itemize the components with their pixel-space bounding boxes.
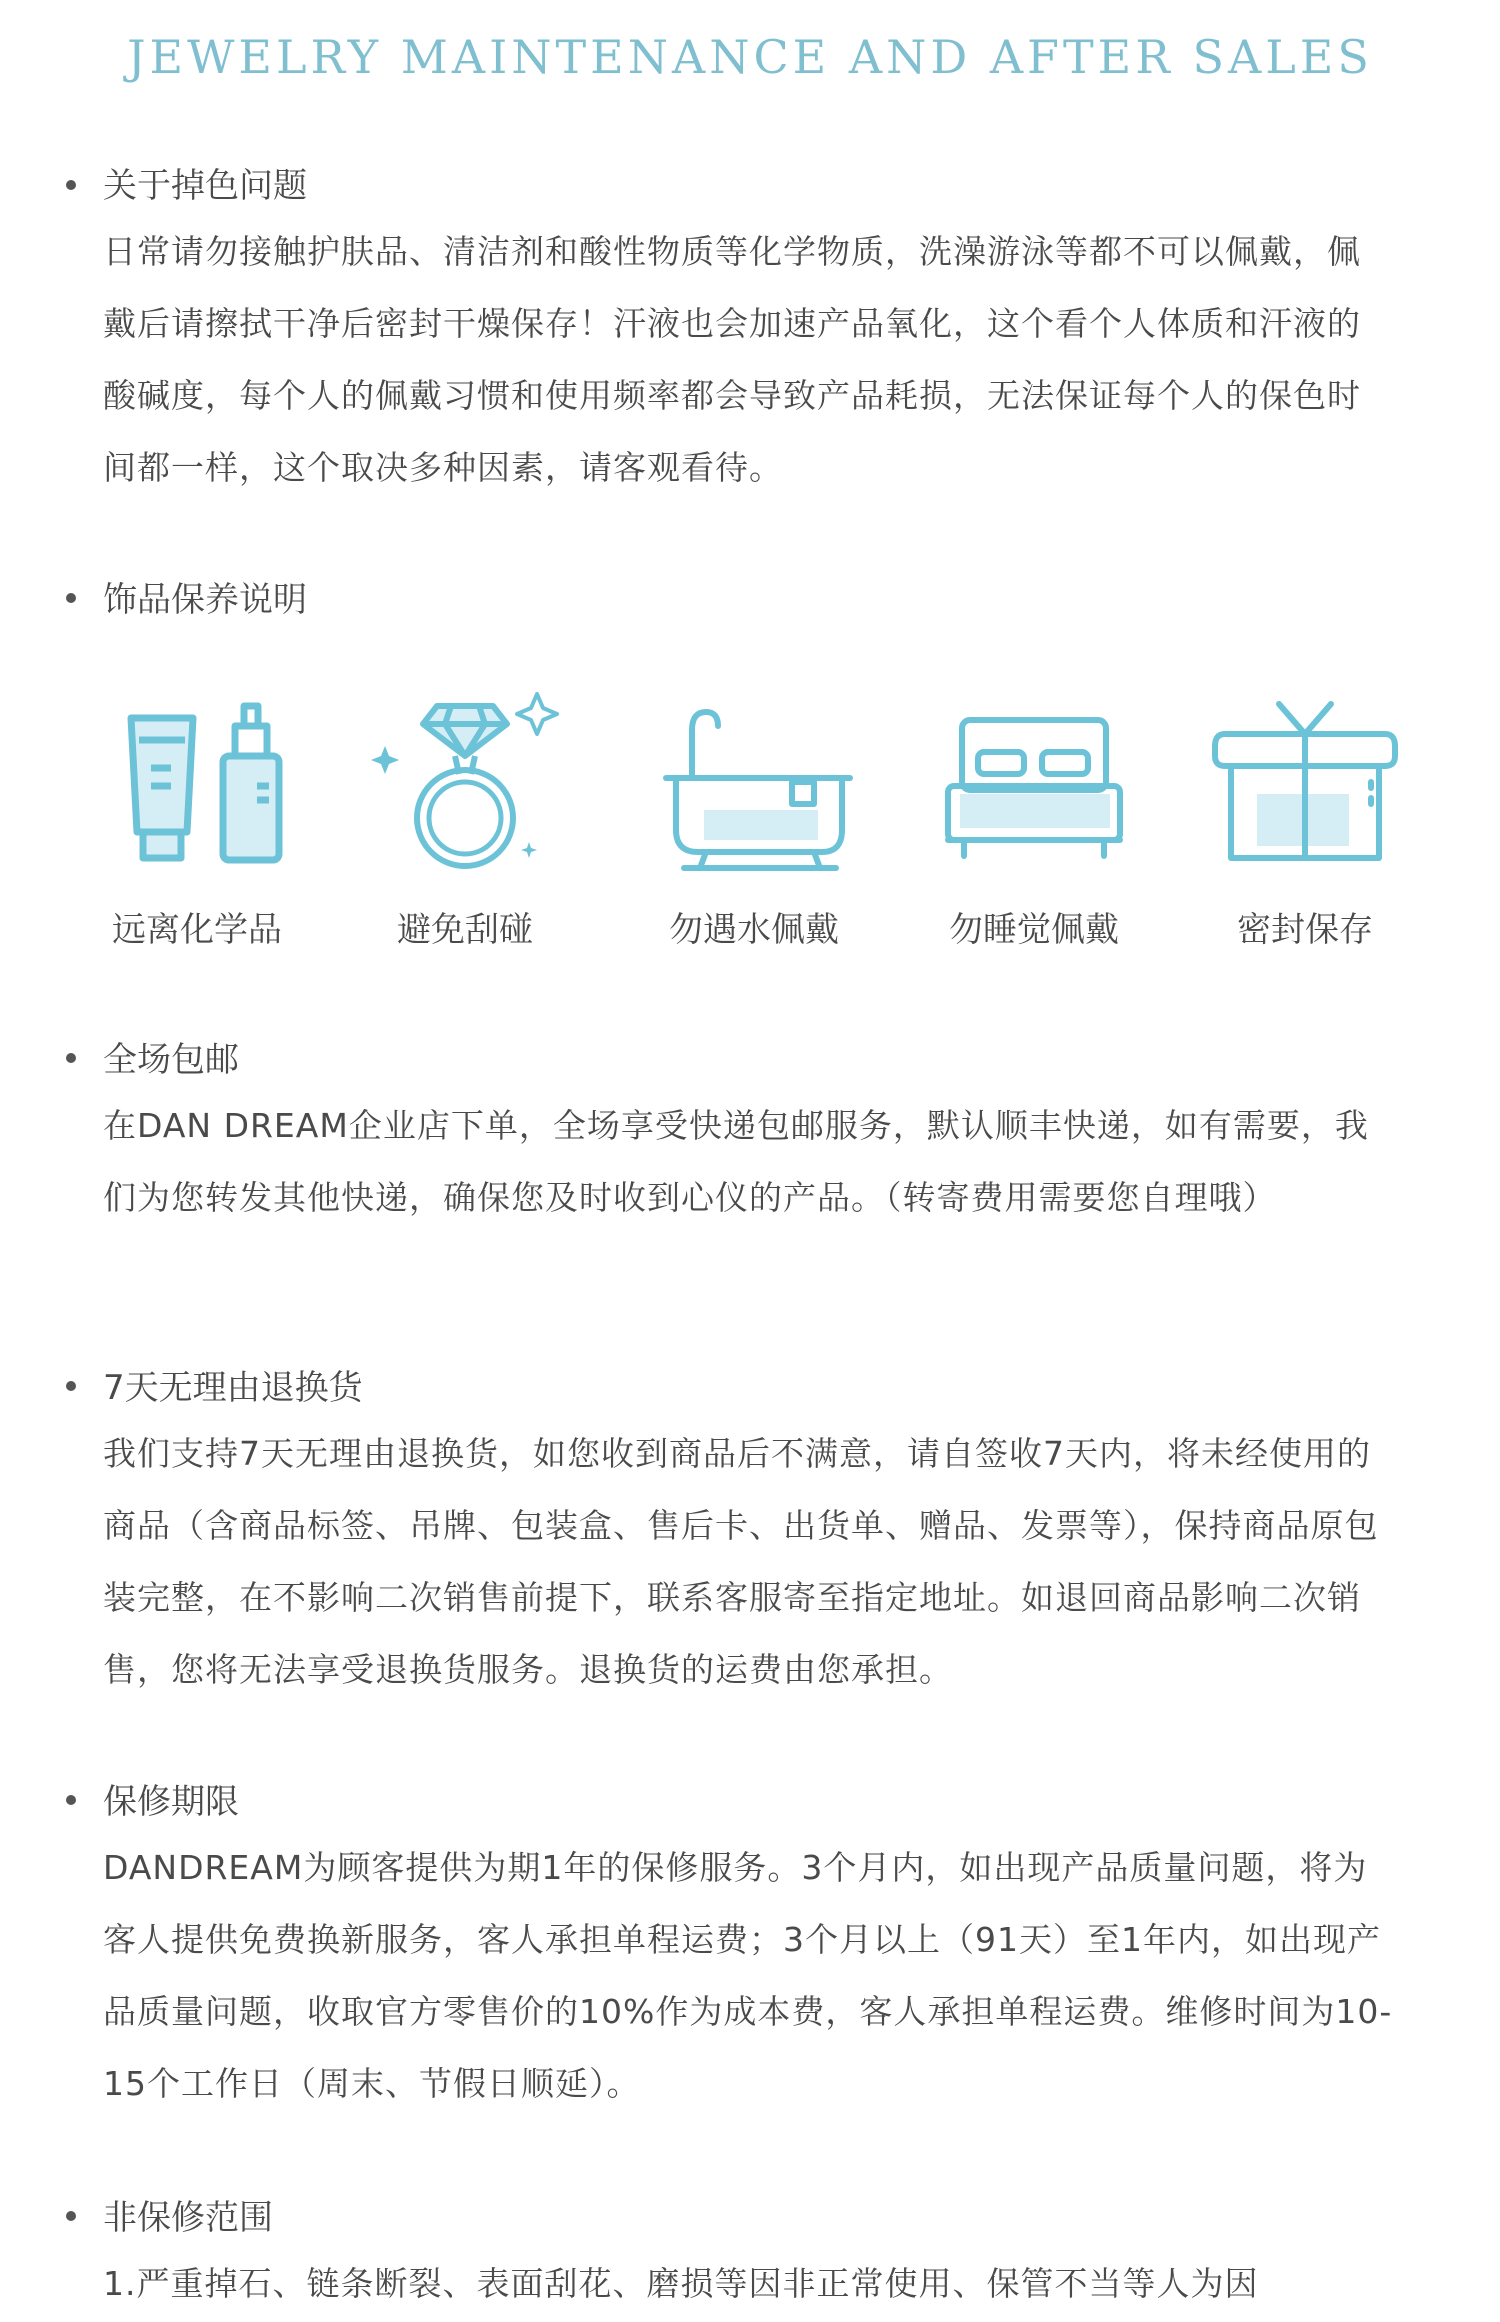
section-title: 关于掉色问题	[103, 166, 307, 206]
care-icon-item	[77, 690, 317, 960]
section-title: 饰品保养说明	[103, 580, 307, 620]
section-body: DANDREAM为顾客提供为期1年的保修服务。3个月内，如出现产品质量问题，将为客人提供免费换新服务，客人承担单程运费；3个月以上（91天）至1年内，如出现产品质量问题，收取官方零售价的10%作为成本费，客人承担单程运费。维修时间为10-15个工作日（周末、节假日顺延）。	[103, 1848, 1393, 2103]
bullet-dot	[66, 593, 76, 603]
care-icon-item	[914, 690, 1154, 960]
bullet-dot	[66, 1381, 76, 1391]
care-icon-item	[1185, 690, 1425, 960]
section-title: 7天无理由退换货	[103, 1368, 363, 1408]
section-body: 日常请勿接触护肤品、清洁剂和酸性物质等化学物质，洗澡游泳等都不可以佩戴，佩戴后请擦拭干净后密封干燥保存！汗液也会加速产品氧化，这个看个人体质和汗液的酸碱度，每个人的佩戴习惯和使用频率都会导致产品耗损，无法保证每个人的保色时间都一样，这个取决多种因素，请客观看待。	[103, 232, 1361, 487]
bathtub-icon	[654, 690, 854, 880]
section-body: 在DAN DREAM企业店下单，全场享受快递包邮服务，默认顺丰快递，如有需要，我们为您转发其他快递，确保您及时收到心仪的产品。（转寄费用需要您自理哦）	[103, 1106, 1369, 1217]
section-title: 全场包邮	[103, 1040, 239, 1080]
care-icons-row	[0, 690, 1500, 960]
section-body: 1.严重掉石、链条断裂、表面刮花、磨损等因非正常使用、保管不当等人为因	[103, 2264, 1259, 2303]
bullet-dot	[66, 1053, 76, 1063]
care-icon-label: 勿睡觉佩戴	[949, 910, 1119, 950]
care-icon-label: 勿遇水佩戴	[669, 910, 839, 950]
gift-box-icon	[1205, 690, 1405, 880]
section-title: 保修期限	[103, 1782, 239, 1822]
care-icon-label: 避免刮碰	[397, 910, 533, 950]
page-title: JEWELRY MAINTENANCE AND AFTER SALES	[127, 30, 1373, 84]
bullet-dot	[66, 2211, 76, 2221]
cropped-heading-fragment	[0, 0, 1500, 2]
section-title: 非保修范围	[103, 2198, 273, 2238]
section-body: 我们支持7天无理由退换货，如您收到商品后不满意，请自签收7天内，将未经使用的商品（含商品标签、吊牌、包装盒、售后卡、出货单、赠品、发票等），保持商品原包装完整，在不影响二次销售前提下，联系客服寄至指定地址。如退回商品影响二次销售，您将无法享受退换货服务。退换货的运费由您承担。	[103, 1434, 1379, 1689]
care-icon-item	[345, 690, 585, 960]
care-icon-item	[634, 690, 874, 960]
skincare-bottles-icon	[107, 690, 287, 880]
diamond-ring-icon	[355, 690, 575, 880]
care-icon-label: 密封保存	[1237, 910, 1373, 950]
bullet-dot	[66, 180, 76, 190]
bullet-dot	[66, 1795, 76, 1805]
bed-icon	[934, 690, 1134, 880]
care-icon-label: 远离化学品	[112, 910, 282, 950]
